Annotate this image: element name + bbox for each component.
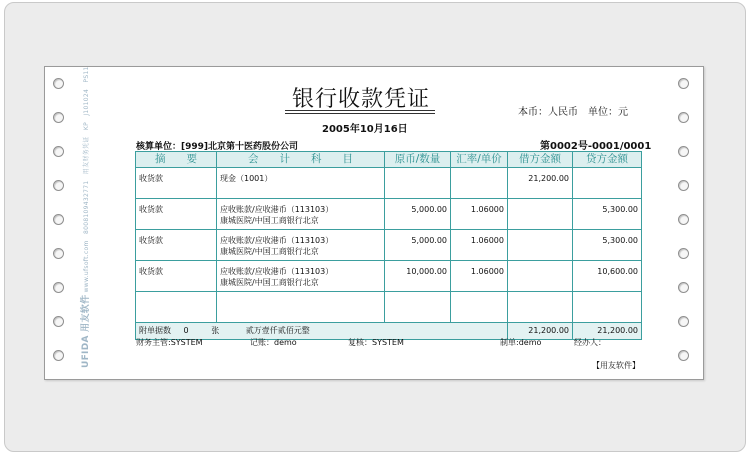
tractor-hole [678,316,689,327]
row-orig: 10,000.00 [385,261,451,292]
account-line: 康城医院/中国工商银行北京 [220,247,319,256]
table-header [136,152,642,168]
tractor-hole [678,350,689,361]
row-orig [385,168,451,199]
sig-reviewer: 复核：SYSTEM [348,338,404,347]
col-credit: 贷方金额 [573,152,642,168]
col-account: 会 计 科 目 [217,152,385,168]
tractor-hole [678,248,689,259]
side-strip [78,66,91,368]
tractor-hole [53,78,64,89]
account-line: 现金（1001） [220,174,273,183]
attach-unit: 张 [211,326,220,335]
table-row [136,230,642,261]
row-rate: 1.06000 [451,230,508,261]
tractor-hole [678,146,689,157]
tractor-hole [53,350,64,361]
tractor-hole [53,316,64,327]
strip-text: www.ufsoft.com 8008109432771 用友财务凭证 KP J101024 PS11 [83,66,90,293]
voucher-title: 银行收款凭证 [292,87,431,112]
strip-logo: UFIDA 用友软件 [81,294,91,368]
table-row [136,261,642,292]
row-account [217,261,385,292]
row-orig [385,292,451,323]
sig-supervisor: 财务主管:SYSTEM [136,338,203,347]
table-row [136,199,642,230]
debit-total: 21,200.00 [508,323,573,340]
tractor-hole [53,180,64,191]
title-underline [285,110,435,111]
row-debit [508,261,573,292]
row-orig: 5,000.00 [385,199,451,230]
attach-label: 附单据数 [139,326,171,335]
attach-count: 0 [183,326,189,335]
row-credit: 5,300.00 [573,199,642,230]
currency-unit: 本币：人民币 单位：元 [518,107,628,118]
row-summary: 收货款 [136,230,217,261]
tractor-hole [678,78,689,89]
row-account [217,199,385,230]
account-line: 康城医院/中国工商银行北京 [220,216,319,225]
amount-in-words: 贰万壹仟贰佰元整 [245,326,310,335]
tractor-hole [678,214,689,225]
row-credit [573,292,642,323]
row-summary [136,292,217,323]
account-line: 康城医院/中国工商银行北京 [220,278,319,287]
row-credit: 5,300.00 [573,230,642,261]
row-rate: 1.06000 [451,261,508,292]
row-account [217,168,385,199]
tractor-hole [53,214,64,225]
tractor-hole [53,146,64,157]
account-line: 应收账款/应收港币（113103） [220,205,334,214]
row-debit [508,292,573,323]
row-account [217,230,385,261]
row-summary: 收货款 [136,199,217,230]
sig-handler: 经办人： [574,338,606,347]
tractor-hole [678,112,689,123]
row-account [217,292,385,323]
col-orig: 原币/数量 [385,152,451,168]
row-debit [508,199,573,230]
tractor-hole [678,180,689,191]
row-orig: 5,000.00 [385,230,451,261]
voucher-date: 2005年10月16日 [322,124,408,135]
row-rate [451,292,508,323]
tractor-hole [678,282,689,293]
account-line: 应收账款/应收港币（113103） [220,236,334,245]
credit-total: 21,200.00 [573,323,642,340]
row-debit [508,230,573,261]
tractor-hole [53,282,64,293]
accounting-unit: 核算单位：[999]北京第十医药股份公司 [136,142,299,152]
tractor-hole [53,112,64,123]
table-row [136,292,642,323]
row-rate: 1.06000 [451,199,508,230]
row-credit [573,168,642,199]
voucher-table [135,151,642,340]
voucher-number: 第0002号-0001/0001 [540,141,652,152]
row-summary: 收货款 [136,261,217,292]
row-rate [451,168,508,199]
sig-maker: 制单:demo [500,338,542,347]
sig-bookkeeper: 记账：demo [250,338,297,347]
row-credit: 10,600.00 [573,261,642,292]
col-summary: 摘 要 [136,152,217,168]
row-summary: 收货款 [136,168,217,199]
brand-label: 【用友软件】 [592,361,640,370]
row-debit: 21,200.00 [508,168,573,199]
col-debit: 借方金额 [508,152,573,168]
account-line: 应收账款/应收港币（113103） [220,267,334,276]
col-rate: 汇率/单价 [451,152,508,168]
title-underline [285,113,435,114]
table-row [136,168,642,199]
tractor-hole [53,248,64,259]
